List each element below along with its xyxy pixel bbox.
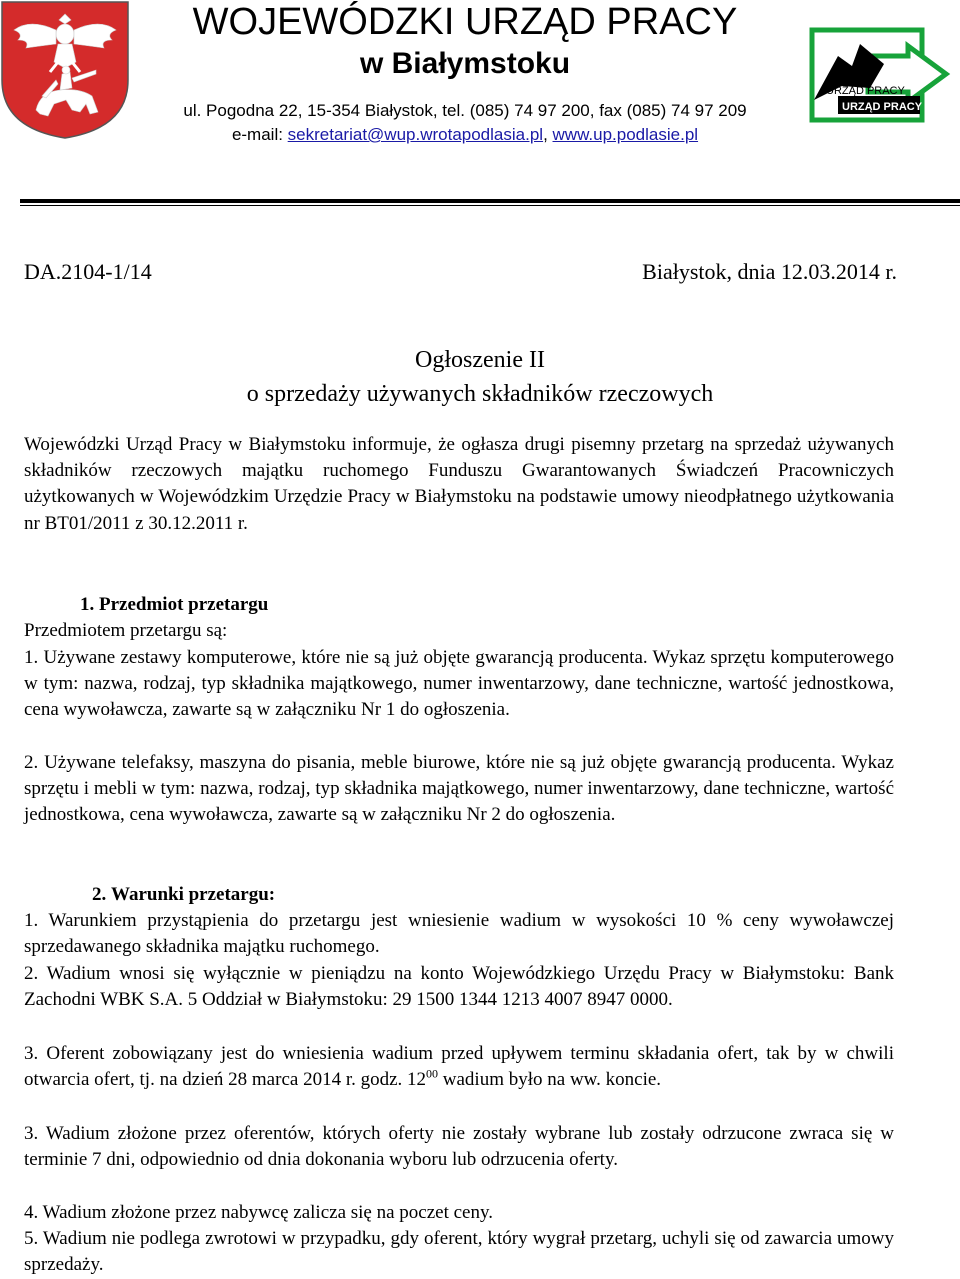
item-3-text-end: wadium było na ww. koncie. — [438, 1069, 662, 1091]
email-link[interactable]: sekretariat@wup.wrotapodlasia.pl — [287, 125, 544, 144]
section-1-heading — [24, 592, 894, 618]
section-2-title: Warunki przetargu: — [111, 884, 276, 905]
hour-superscript: 00 — [426, 1066, 439, 1081]
item-3-text: 3. Oferent zobowiązany jest do wniesienia wadium przed upływem terminu składania ofert, tak by w chwili otwarcia ofert, tj. na dzień 28 marca 2014 r. godz. 12 — [24, 1043, 894, 1091]
organization-address: ul. Pogodna 22, 15-354 Białystok, tel. (085) 74 97 200, fax (085) 74 97 209 — [183, 101, 747, 120]
section-2-item-6: 5. Wadium nie podlega zwrotowi w przypadku, gdy oferent, który wygrał przetarg, uchyli się od zawarcia umowy sprzedaży. — [24, 1228, 894, 1276]
logo-text-bottom: URZĄD PRACY — [842, 101, 923, 113]
contact-separator: , — [543, 125, 553, 144]
section-1-number: 1. — [80, 594, 95, 615]
logo-text-top: URZĄD PRACY — [826, 85, 905, 97]
organization-city: w Białymstoku — [359, 47, 571, 80]
section-2-item-1: 1. Warunkiem przystąpienia do przetargu jest wniesienie wadium w wysokości 10 % ceny wywoławczej sprzedawanego składnika majątku ruchomego. — [24, 910, 894, 958]
section-1-item-1: 1. Używane zestawy komputerowe, które nie są już objęte gwarancją producenta. Wykaz sprzętu komputerowego w tym: nazwa, rodzaj, typ składnika majątkowego, numer inwentarzowy, dane techniczne, wartość jednostkowa, cena wywoławcza, zawarte są w załączniku Nr 1 do ogłoszenia. — [24, 647, 894, 721]
organization-name: WOJEWÓDZKI URZĄD PRACY — [192, 1, 738, 43]
document-subtitle: o sprzedaży używanych składników rzeczowych — [246, 381, 714, 407]
section-1-item-2: 2. Używane telefaksy, maszyna do pisania, meble biurowe, które nie są już objęte gwarancją producenta. Wykaz sprzętu i mebli w tym: nazwa, rodzaj, typ składnika majątkowego, numer inwentarzowy, dane techniczne, wartość jednostkowa, cena wywoławcza, zawarte są w załączniku Nr 2 do ogłoszenia. — [24, 752, 894, 826]
section-2-item-3 — [24, 1041, 894, 1093]
section-2-item-4: 3. Wadium złożone przez oferentów, których oferty nie zostały wybrane lub zostały odrzucone zwraca się w terminie 7 dni, odpowiednio od dnia dokonania wyboru lub odrzucenia oferty. — [24, 1123, 894, 1171]
section-2-heading — [24, 882, 894, 908]
section-2-item-2: 2. Wadium wnosi się wyłącznie w pieniądzu na konto Wojewódzkiego Urzędu Pracy w Białymstoku: Bank Zachodni WBK S.A. 5 Oddział w Białymstoku: 29 1500 1344 1213 4007 8947 0000. — [24, 963, 894, 1011]
intro-paragraph: Wojewódzki Urząd Pracy w Białymstoku informuje, że ogłasza drugi pisemny przetarg na sprzedaż używanych składników rzeczowych majątku ruchomego Funduszu Gwarantowanych Świadczeń Pracowniczych użytkowanych w Wojewódzkim Urzędzie Pracy w Białymstoku na podstawie umowy nieodpłatnego użytkowania nr BT01/2011 z 30.12.2011 r. — [24, 434, 894, 534]
document-title: Ogłoszenie II — [415, 347, 545, 373]
header-divider-thin — [20, 205, 960, 206]
contact-line — [180, 124, 750, 146]
document-date: Białystok, dnia 12.03.2014 r. — [642, 259, 897, 284]
coat-of-arms-logo — [0, 0, 130, 140]
email-prefix: e-mail: — [231, 125, 288, 144]
section-1-lead: Przedmiotem przetargu są: — [24, 620, 228, 641]
section-1-title: Przedmiot przetargu — [99, 594, 269, 615]
section-2-item-5: 4. Wadium złożone przez nabywcę zalicza się na poczet ceny. — [24, 1202, 494, 1223]
reference-number: DA.2104-1/14 — [24, 259, 152, 284]
header-divider-thick — [20, 199, 960, 203]
urzad-pracy-logo — [808, 26, 956, 126]
website-link[interactable]: www.up.podlasie.pl — [552, 125, 699, 144]
section-2-number: 2. — [92, 884, 107, 905]
